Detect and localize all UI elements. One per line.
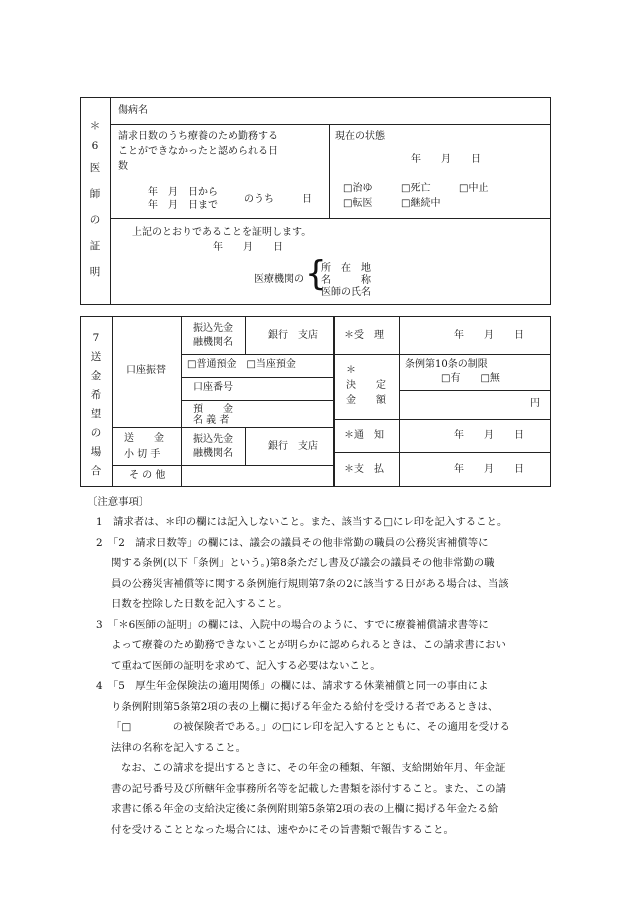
certify-text: 上記のとおりであることを証明します。 — [132, 227, 312, 238]
notes-body — [86, 512, 556, 840]
yen-unit: 円 — [530, 398, 540, 409]
cert-row-line-1 — [110, 124, 551, 125]
period-to: 年 月 日まで — [148, 200, 218, 211]
remit-right-col — [399, 316, 400, 487]
note-line: なお、この請求を提出するときに、その年金の種類、年額、支給開始年月、年金証 — [121, 762, 506, 774]
bank-label-2: 融機関名 — [193, 337, 233, 348]
note-line: 法律の名称を記入すること。 — [111, 741, 247, 754]
other-label: そ の 他 — [129, 470, 166, 481]
status-transfer: □転医 — [343, 198, 373, 209]
days-label-3: 数 — [118, 161, 128, 172]
bank-value: 銀行 支店 — [268, 330, 318, 341]
status-stopped: □中止 — [459, 183, 489, 194]
status-continuing: □継続中 — [401, 198, 441, 209]
cert-side-divider — [110, 97, 111, 305]
note-line: 員の公務災害補償等に関する条例施行規則第7条の2に該当する日がある場合は、当該 — [111, 577, 509, 590]
period-within: のうち — [244, 194, 274, 205]
days-label-2: ことができなかったと認められる日 — [118, 146, 278, 157]
remit-col-3a — [245, 316, 246, 354]
bank-label2-1: 振込先金 — [193, 434, 233, 445]
status-label: 現在の状態 — [335, 131, 385, 142]
remit-row-c — [181, 400, 334, 401]
remit-right-border — [550, 316, 551, 487]
holder-label-2: 名 義 者 — [193, 415, 230, 426]
money-order-label-2: 小 切 手 — [124, 449, 161, 460]
decision-label-1: 決 定 — [346, 380, 386, 391]
note-line: 関する条例(以下「条例」という。)第8条ただし書及び議会の議員その他非常勤の職 — [111, 557, 495, 569]
remit-top-border — [80, 316, 551, 317]
deposit-types: □普通預金 □当座預金 — [187, 359, 296, 370]
receipt-label: ＊受 理 — [344, 330, 384, 341]
receipt-date: 年 月 日 — [454, 330, 524, 341]
note-line: 付を受けることとなった場合には、速やかにその旨書類で報告すること。 — [111, 823, 454, 836]
limit-options: □有 □無 — [441, 373, 500, 384]
note-line: 3 「＊6医師の証明」の欄には、入院中の場合のように、すでに療養補償請求書等に — [96, 618, 489, 631]
cert-left-border — [80, 97, 81, 305]
decision-label-2: 金 額 — [346, 395, 386, 406]
note-line: 求書に係る年金の支給決定後に条例附則第5条第2項の表の上欄に掲げる年金たる給 — [111, 803, 499, 815]
cert-row-line-2 — [110, 218, 551, 219]
account-no-label: 口座番号 — [193, 382, 233, 393]
status-died: □死亡 — [401, 183, 431, 194]
remit-center-divider — [333, 316, 335, 487]
remit-side-divider — [112, 316, 113, 487]
remit-col-2 — [181, 316, 182, 487]
remit-row-e — [112, 465, 334, 466]
inst-doctor: 医師の氏名 — [321, 287, 371, 298]
injury-name-label: 傷病名 — [118, 105, 148, 116]
bank-label-1: 振込先金 — [193, 323, 233, 334]
status-cured: □治ゆ — [343, 183, 373, 194]
notes-heading: 〔注意事項〕 — [87, 496, 150, 508]
cert-top-border — [80, 97, 551, 98]
days-label-1: 請求日数のうち療養のため勤務する — [118, 131, 278, 142]
limit-label: 条例第10条の制限 — [405, 359, 488, 370]
note-line: 4 「5 厚生年金保険法の適用関係」の欄には、請求する休業補償と同一の事由によ — [96, 680, 489, 692]
inst-address: 所 在 地 — [321, 263, 371, 274]
payment-label: ＊支 払 — [344, 464, 384, 475]
remit-right-row-2 — [399, 390, 551, 391]
note-line: よって療養のため勤務できないことが明らかに認められるときは、この請求書におい — [111, 639, 506, 651]
remit-right-row-1 — [334, 354, 551, 355]
period-days: 日 — [302, 194, 312, 205]
bank-value2: 銀行 支店 — [268, 441, 318, 452]
note-line: て重ねて医師の証明を求めて、記入する必要はないこと。 — [111, 659, 381, 672]
note-line: 日数を控除した日数を記入すること。 — [111, 598, 288, 610]
inst-name: 名 称 — [321, 275, 371, 286]
period-from: 年 月 日から — [148, 187, 218, 198]
decision-mark: ＊ — [346, 365, 356, 376]
remit-bottom-border — [80, 486, 551, 487]
cert-bottom-border — [80, 304, 551, 305]
money-order-label-1: 送 金 — [124, 433, 164, 444]
remit-side-label: 7 送 金 希 望 の 場 合 — [90, 332, 102, 477]
note-line: 「□ の被保険者である。」の□にレ印を記入するとともに、その適用を受ける — [111, 721, 510, 733]
account-transfer-label: 口座振替 — [126, 365, 166, 376]
status-date: 年 月 日 — [411, 154, 481, 165]
remit-col-3b — [245, 427, 246, 465]
bank-label2-2: 融機関名 — [193, 448, 233, 459]
cert-side-label: ＊ 6 医 師 の 証 明 — [89, 120, 101, 278]
certify-date: 年 月 日 — [213, 242, 283, 253]
remit-right-row-4 — [334, 452, 551, 453]
remit-row-b — [181, 377, 334, 378]
brace-icon: { — [305, 254, 327, 294]
remit-row-a — [181, 354, 334, 355]
remit-left-border — [80, 316, 81, 487]
notice-date: 年 月 日 — [454, 430, 524, 441]
payment-date: 年 月 日 — [454, 464, 524, 475]
note-line: り条例附則第5条第2項の表の上欄に掲げる年金たる給付を受ける者であるときは、 — [111, 700, 499, 713]
cert-right-border — [550, 97, 551, 305]
note-line: 2 「2 請求日数等」の欄には、議会の議員その他非常勤の職員の公務災害補償等に — [96, 536, 489, 549]
note-line: 1 請求者は、＊印の欄には記入しないこと。また、該当する□にレ印を記入すること。 — [96, 516, 508, 528]
note-line: 書の記号番号及び所轄年金事務所名等を記載した書類を添付すること。また、この請 — [111, 782, 506, 795]
holder-label-1: 預 金 — [193, 404, 233, 415]
institution-label: 医療機関の — [254, 274, 304, 285]
remit-right-row-3 — [334, 419, 551, 420]
notice-label: ＊通 知 — [344, 430, 384, 441]
cert-mid-divider — [329, 124, 330, 219]
